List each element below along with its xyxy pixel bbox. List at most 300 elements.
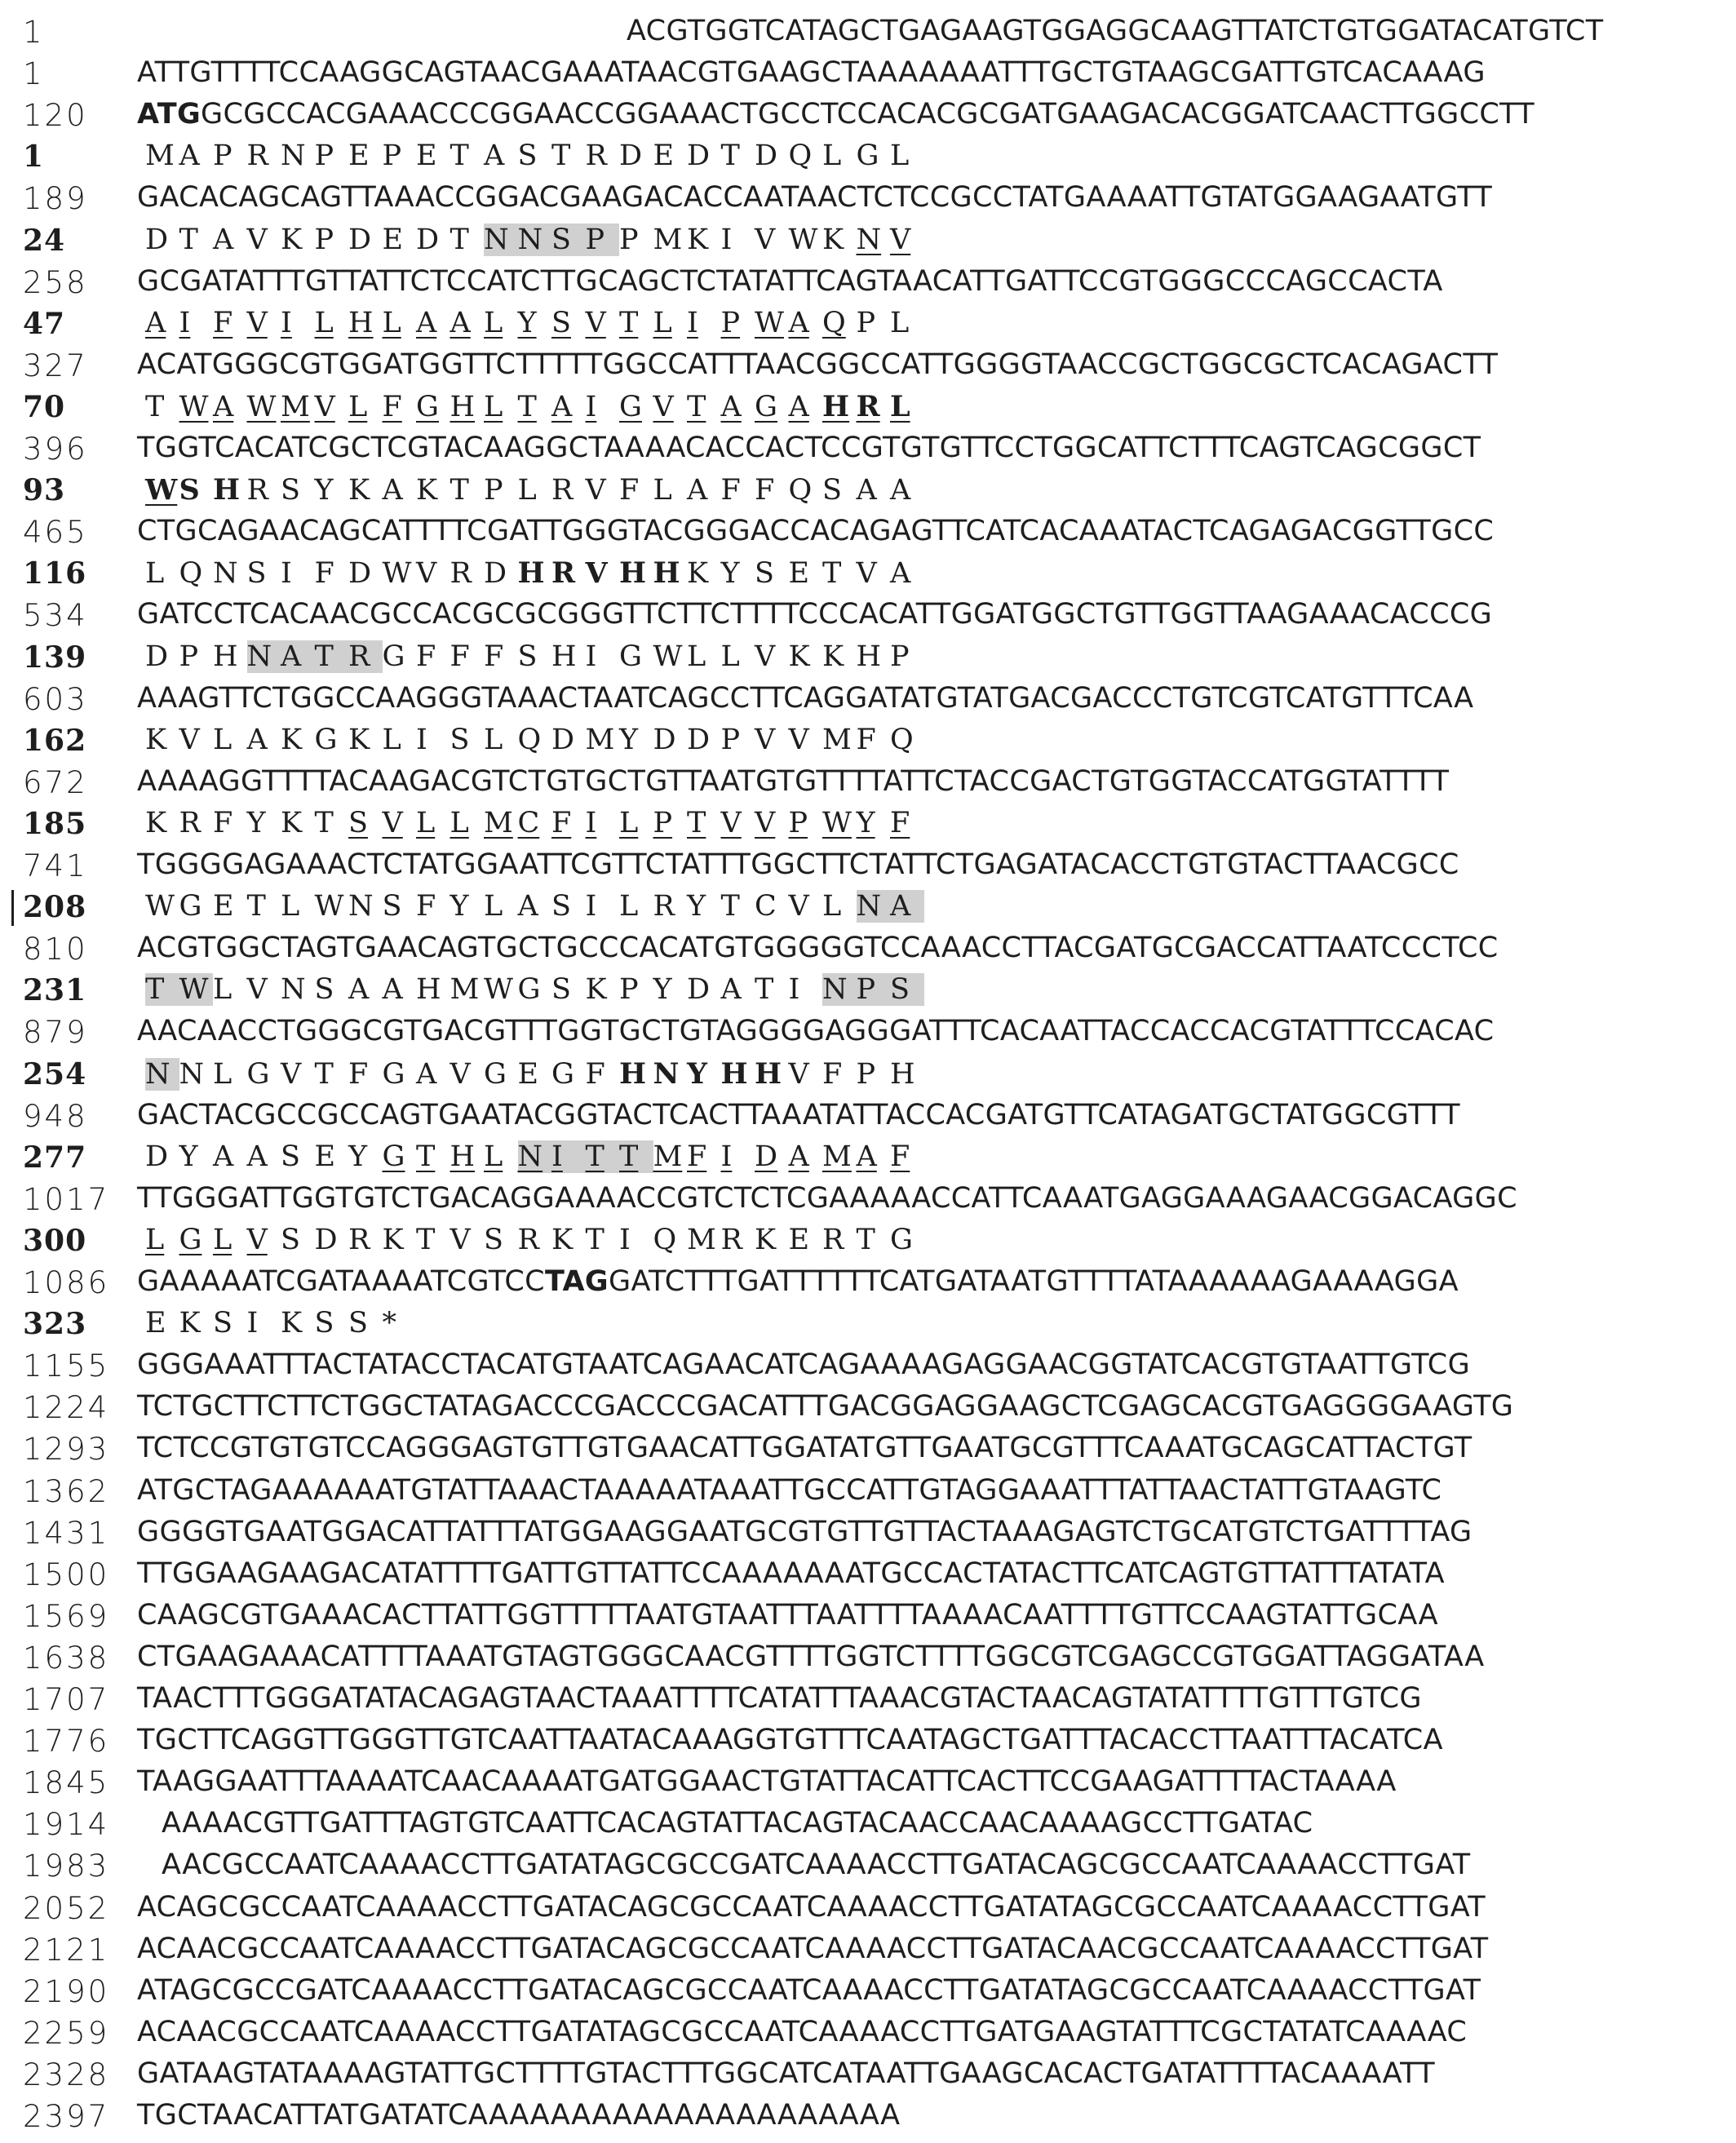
residue: Y	[450, 890, 469, 923]
residue: A	[890, 557, 911, 591]
sequence-segment: CAAGCGTGAAACACTTATTGGTTTTTAATGTAATTTAATTTTAAAACAATTTTGTTCCAAGTATTGCAA	[137, 1598, 1438, 1632]
residue: K	[348, 723, 370, 756]
nucleotide-sequence	[627, 15, 1603, 47]
residue: L	[619, 806, 639, 839]
residue: Q	[890, 723, 914, 756]
residue: A	[788, 1140, 809, 1173]
residue: F	[551, 806, 572, 839]
residue: S	[281, 474, 300, 507]
residue: L	[890, 306, 910, 339]
sequence-segment: GATCCTCACAACGCCACGCGCGGGTTCTTCTTTTCCCACATTGGATGGCTGTTGGTTAAGAAACACCCG	[137, 598, 1493, 631]
nucleotide-position: 1707	[23, 1682, 110, 1717]
residue: A	[145, 306, 166, 339]
nucleotide-sequence	[137, 2016, 1467, 2048]
residue: S	[348, 1307, 368, 1340]
residue: N	[247, 640, 281, 673]
protein-sequence	[145, 807, 924, 839]
residue: D	[416, 223, 440, 256]
residue: V	[382, 806, 403, 839]
sequence-segment: CTGAAGAAACATTTTAAATGTAGTGGGCAACGTTTTGGTCTTTTGGCGTCGAGCCGTGGATTAGGATAA	[137, 1640, 1485, 1673]
residue: A	[281, 640, 315, 673]
residue: T	[585, 1223, 604, 1256]
residue: N	[179, 1057, 205, 1091]
residue: A	[382, 474, 403, 507]
nucleotide-position: 1431	[23, 1515, 110, 1551]
residue: W	[382, 557, 412, 591]
residue: H	[213, 473, 241, 507]
residue: P	[653, 806, 673, 839]
residue: A	[484, 139, 505, 173]
residue: P	[857, 973, 891, 1006]
residue: V	[788, 890, 809, 923]
residue: P	[314, 139, 334, 173]
residue: G	[619, 390, 642, 423]
residue: L	[822, 890, 842, 923]
nucleotide-sequence	[137, 56, 1486, 89]
residue-position: 231	[23, 973, 87, 1008]
residue: V	[246, 223, 268, 256]
residue: V	[246, 973, 268, 1007]
residue: R	[246, 474, 268, 507]
residue: L	[484, 890, 503, 923]
residue: N	[518, 1140, 552, 1173]
residue: T	[856, 1223, 875, 1256]
residue: F	[416, 640, 436, 673]
codon-bold: ATG	[137, 98, 202, 131]
residue: P	[314, 223, 334, 256]
nucleotide-position: 1017	[23, 1181, 110, 1217]
sequence-segment: TCTGCTTCTTCTGGCTATAGACCCGACCCGACATTTGACGGAGGAAGCTCGAGCACGTGAGGGGAAGTG	[137, 1390, 1514, 1424]
residue: L	[484, 390, 503, 423]
residue: F	[213, 806, 233, 839]
residue: N	[348, 890, 374, 923]
residue: I	[281, 557, 292, 591]
residue: K	[687, 557, 709, 591]
residue-position: 323	[23, 1307, 87, 1342]
residue: A	[213, 390, 234, 423]
nucleotide-position: 1500	[23, 1556, 110, 1592]
residue: E	[145, 1307, 166, 1340]
nucleotide-sequence	[137, 1599, 1438, 1632]
residue: K	[822, 640, 844, 673]
residue: K	[822, 223, 844, 256]
residue: R	[348, 1223, 370, 1256]
residue: R	[450, 557, 472, 591]
residue: A	[856, 474, 877, 507]
residue: G	[755, 390, 777, 423]
residue: Q	[517, 723, 542, 756]
residue: Y	[348, 1140, 368, 1173]
residue: G	[246, 1057, 270, 1091]
sequence-segment: TCTCCGTGTGTCCAGGGAGTGTTGTGAACATTGGATATGTTGAATGCGTTTCAAATGCAGCATTACTGT	[137, 1432, 1472, 1465]
residue: F	[348, 1057, 369, 1091]
residue-position: 277	[23, 1140, 87, 1175]
residue: D	[484, 557, 507, 591]
residue: T	[416, 1140, 436, 1173]
nucleotide-sequence	[162, 1849, 1471, 1881]
residue: Y	[687, 1056, 707, 1091]
residue: A	[551, 390, 573, 423]
nucleotide-sequence	[137, 1765, 1397, 1798]
residue: A	[720, 390, 742, 423]
nucleotide-sequence	[137, 848, 1459, 881]
nucleotide-sequence	[137, 1557, 1445, 1590]
residue: A	[450, 306, 471, 339]
residue-position: 70	[23, 389, 66, 424]
residue: S	[484, 1223, 503, 1256]
residue: D	[687, 723, 711, 756]
residue: H	[755, 1056, 782, 1091]
nucleotide-sequence	[137, 1640, 1485, 1673]
residue: V	[450, 1223, 471, 1256]
residue: P	[179, 640, 199, 673]
residue: Y	[720, 557, 740, 591]
residue: E	[788, 557, 810, 591]
nucleotide-sequence	[162, 1807, 1313, 1840]
residue: K	[585, 973, 607, 1007]
residue: T	[755, 973, 774, 1007]
residue-position: 24	[23, 223, 66, 258]
residue: A	[890, 474, 911, 507]
nucleotide-sequence	[137, 1432, 1472, 1464]
residue: E	[314, 1140, 336, 1173]
residue: R	[551, 556, 576, 591]
sequence-segment: TAAGGAATTTAAAATCAACAAAATGATGGAACTGTATTACATTCACTTCCGAAGATTTTACTAAAA	[137, 1765, 1397, 1799]
residue: M	[145, 139, 175, 173]
nucleotide-position: 1638	[23, 1640, 110, 1676]
residue: R	[856, 389, 880, 423]
residue: I	[619, 1223, 631, 1256]
residue: G	[382, 640, 405, 673]
residue: T	[450, 474, 469, 507]
residue: Q	[788, 139, 813, 173]
residue: S	[755, 557, 774, 591]
nucleotide-position: 1362	[23, 1473, 110, 1509]
residue: W	[145, 890, 175, 923]
nucleotide-position: 879	[23, 1015, 88, 1051]
residue: G	[314, 723, 338, 756]
nucleotide-position: 2328	[23, 2057, 110, 2092]
protein-sequence	[145, 1057, 924, 1091]
residue: K	[179, 1307, 201, 1340]
nucleotide-sequence	[137, 181, 1492, 214]
residue: Q	[822, 306, 846, 339]
residue: L	[416, 806, 436, 839]
residue: N	[518, 224, 552, 256]
residue: Y	[619, 723, 639, 756]
nucleotide-position: 2121	[23, 1932, 110, 1968]
residue: G	[382, 1140, 405, 1173]
residue: W	[145, 473, 178, 507]
residue: V	[755, 223, 776, 256]
residue: S	[246, 557, 267, 591]
sequence-segment: ACATGGGCGTGGATGGTTCTTTTTGGCCATTTAACGGCCATTGGGGTAACCGCTGGCGCTCACAGACTT	[137, 348, 1499, 381]
residue: L	[314, 306, 334, 339]
residue: I	[720, 223, 733, 256]
residue: F	[619, 474, 640, 507]
residue: V	[755, 806, 776, 839]
residue: F	[890, 1140, 910, 1173]
nucleotide-position: 1086	[23, 1265, 110, 1300]
residue: V	[788, 723, 809, 756]
residue: V	[720, 806, 742, 839]
residue: V	[246, 1223, 268, 1256]
residue: A	[788, 390, 809, 423]
nucleotide-position: 534	[23, 598, 88, 634]
residue: T	[551, 139, 571, 173]
residue: G	[856, 139, 879, 173]
residue: L	[619, 890, 639, 923]
residue: P	[720, 306, 741, 339]
residue: K	[281, 1307, 303, 1340]
residue: G	[382, 1057, 405, 1091]
residue: I	[416, 723, 427, 756]
residue: N	[857, 890, 891, 923]
residue: V	[585, 474, 606, 507]
residue-position: 208	[23, 890, 87, 925]
sequence-segment: AAAACGTTGATTTAGTGTCAATTCACAGTATTACAGTACAACCAACAAAAGCCTTGATAC	[162, 1807, 1313, 1840]
residue: R	[653, 890, 675, 923]
residue: R	[822, 1223, 844, 1256]
residue: M	[281, 390, 310, 423]
residue: H	[653, 556, 680, 591]
residue: A	[416, 1057, 437, 1091]
residue: S	[551, 306, 571, 339]
nucleotide-position: 1914	[23, 1807, 110, 1843]
residue: S	[822, 474, 842, 507]
sequence-segment: TGGTCACATCGCTCGTACAAGGCTAAAACACCACTCCGTGTGTTCCTGGCATTCTTTCAGTCAGCGGCT	[137, 432, 1481, 464]
residue: K	[145, 723, 167, 756]
residue: L	[687, 640, 706, 673]
residue: V	[890, 223, 911, 256]
nucleotide-position: 2190	[23, 1973, 110, 2009]
sequence-segment: GCGCCACGAAACCCGGAACCGGAAACTGCCTCCACACGCGATGAAGACACGGATCAACTTGGCCTT	[201, 98, 1535, 131]
residue: L	[213, 973, 232, 1007]
sequence-segment: CTGCAGAACAGCATTTTCGATTGGGTACGGGACCACAGAGTTCATCACAAATACTCAGAGACGGTTGCC	[137, 515, 1495, 548]
nucleotide-position: 2052	[23, 1890, 110, 1926]
residue: H	[619, 556, 647, 591]
residue: T	[314, 1057, 334, 1091]
protein-sequence	[145, 973, 924, 1006]
residue: L	[281, 890, 300, 923]
nucleotide-sequence	[137, 1516, 1472, 1548]
residue: *	[382, 1307, 396, 1340]
residue: L	[653, 474, 672, 507]
residue: H	[890, 1057, 915, 1091]
residue: F	[822, 1057, 843, 1091]
residue: W	[788, 223, 818, 256]
nucleotide-position: 2259	[23, 2015, 110, 2051]
residue: D	[687, 973, 711, 1007]
nucleotide-sequence	[137, 2099, 900, 2132]
nucleotide-sequence	[137, 2057, 1435, 2090]
nucleotide-position: 1224	[23, 1390, 110, 1426]
nucleotide-sequence	[137, 1474, 1442, 1507]
residue: L	[382, 306, 401, 339]
sequence-segment: GCGATATTTGTTATTCTCCATCTTGCAGCTCTATATTCAGTAACATTGATTCCGTGGGCCCAGCCACTA	[137, 264, 1443, 298]
residue: P	[484, 474, 503, 507]
residue-position: 254	[23, 1056, 87, 1091]
residue: W	[179, 973, 214, 1006]
nucleotide-sequence	[137, 1891, 1486, 1924]
sequence-segment: GACTACGCCGCCAGTGAATACGGTACTCACTTAAATATTACCACGATGTTCATAGATGCTATGGCGTTT	[137, 1098, 1460, 1131]
residue: N	[856, 223, 882, 256]
row-marker	[11, 890, 14, 926]
residue: L	[382, 723, 401, 756]
residue: E	[382, 223, 404, 256]
residue: D	[551, 723, 575, 756]
residue: D	[348, 557, 372, 591]
residue: A	[517, 890, 538, 923]
residue-position: 139	[23, 640, 87, 675]
residue: A	[348, 973, 370, 1007]
residue: E	[653, 139, 675, 173]
nucleotide-sequence	[137, 932, 1499, 964]
residue: T	[720, 890, 740, 923]
residue: T	[619, 1140, 653, 1173]
residue: F	[382, 390, 402, 423]
sequence-segment: ACAGCGCCAATCAAAACCTTGATACAGCGCCAATCAAAACCTTGATATAGCGCCAATCAAAACCTTGAT	[137, 1890, 1486, 1924]
residue: S	[551, 224, 586, 256]
residue: E	[213, 890, 234, 923]
residue: N	[145, 1058, 179, 1091]
nucleotide-sequence	[137, 1348, 1470, 1381]
residue: K	[145, 806, 167, 839]
residue: L	[517, 474, 537, 507]
residue: K	[281, 806, 303, 839]
residue: K	[281, 723, 303, 756]
residue: L	[822, 139, 842, 173]
residue: H	[517, 556, 545, 591]
residue: L	[145, 1223, 165, 1256]
residue: S	[281, 1140, 300, 1173]
residue: F	[720, 474, 741, 507]
residue: I	[687, 306, 698, 339]
nucleotide-sequence	[137, 1390, 1513, 1423]
residue: G	[619, 640, 642, 673]
residue: T	[246, 890, 266, 923]
residue: R	[517, 1223, 539, 1256]
nucleotide-position: 120	[23, 98, 88, 134]
protein-sequence	[145, 1307, 416, 1339]
residue: I	[585, 890, 597, 923]
sequence-segment: GGGAAATTTACTATACCTACATGTAATCAGAACATCAGAAAAGAGGAACGGTATCACGTGTAATTGTCG	[137, 1348, 1471, 1382]
protein-sequence	[145, 307, 924, 339]
sequence-segment: AAAAGGTTTTACAAGACGTCTGTGCTGTTAATGTGTTTTATTCTACCGACTGTGGTACCATGGTATTTT	[137, 764, 1450, 798]
residue: P	[382, 139, 402, 173]
protein-sequence	[145, 1224, 924, 1256]
codon-bold: TAG	[544, 1265, 609, 1298]
residue: H	[416, 973, 441, 1007]
residue: E	[348, 139, 370, 173]
residue: L	[720, 640, 740, 673]
residue: F	[314, 557, 334, 591]
residue: S	[517, 139, 538, 173]
residue: R	[348, 640, 383, 673]
residue: T	[315, 640, 349, 673]
nucleotide-position: 672	[23, 764, 88, 800]
protein-sequence	[145, 556, 924, 590]
residue: R	[720, 1223, 742, 1256]
residue: A	[213, 223, 234, 256]
residue: D	[653, 723, 676, 756]
residue: S	[179, 473, 200, 507]
residue: H	[720, 1056, 748, 1091]
nucleotide-sequence	[137, 515, 1494, 547]
residue: H	[450, 1140, 476, 1173]
residue: M	[822, 1140, 852, 1173]
residue: L	[145, 557, 165, 591]
protein-sequence	[145, 724, 924, 756]
sequence-segment: GAAAAATCGATAAAATCGTCC	[137, 1265, 545, 1298]
residue: H	[450, 390, 476, 423]
nucleotide-sequence	[137, 1182, 1517, 1215]
residue: G	[551, 1057, 574, 1091]
nucleotide-position: 1845	[23, 1765, 110, 1801]
residue: V	[179, 723, 200, 756]
nucleotide-position: 1155	[23, 1348, 110, 1384]
residue: T	[145, 390, 165, 423]
sequence-segment: TAACTTTGGGATATACAGAGTAACTAAATTTTCATATTTAAACGTACTAACAGTATATTTTGTTTGTCG	[137, 1682, 1422, 1715]
residue: T	[687, 806, 706, 839]
residue: S	[450, 723, 470, 756]
residue: H	[348, 306, 374, 339]
nucleotide-sequence	[137, 1015, 1494, 1047]
residue: T	[145, 973, 179, 1006]
nucleotide-sequence	[137, 1682, 1422, 1715]
residue: T	[720, 139, 740, 173]
residue: Y	[687, 890, 706, 923]
nucleotide-position: 948	[23, 1098, 88, 1134]
residue: D	[145, 223, 169, 256]
residue: V	[653, 390, 674, 423]
residue: D	[314, 1223, 338, 1256]
residue: I	[551, 1140, 586, 1173]
nucleotide-sequence	[137, 1974, 1481, 2007]
residue: F	[484, 640, 504, 673]
residue: P	[856, 1057, 876, 1091]
residue: K	[348, 474, 370, 507]
nucleotide-position: 1776	[23, 1724, 110, 1760]
residue: I	[585, 806, 597, 839]
nucleotide-sequence	[137, 598, 1492, 631]
residue: N	[281, 973, 306, 1007]
sequence-segment: AACGCCAATCAAAACCTTGATATAGCGCCGATCAAAACCTTGATACAGCGCCAATCAAAACCTTGAT	[162, 1849, 1471, 1882]
residue: L	[890, 389, 910, 423]
residue: M	[653, 1140, 683, 1173]
residue: I	[788, 973, 800, 1007]
sequence-segment: TGGGGAGAAACTCTATGGAATTCGTTCTATTTGGCTTCTATTCTGAGATACACCTGTGTACTTAACGCC	[137, 848, 1459, 881]
residue: Y	[179, 1140, 198, 1173]
residue: S	[314, 1307, 334, 1340]
sequence-segment: AAAGTTCTGGCCAAGGGTAAACTAATCAGCCTTCAGGATATGTATGACGACCCTGTCGTCATGTTTCAA	[137, 681, 1474, 715]
residue: A	[179, 139, 200, 173]
residue: D	[145, 640, 169, 673]
residue: T	[450, 139, 469, 173]
residue: H	[619, 1056, 647, 1091]
residue: S	[382, 890, 402, 923]
residue: H	[551, 640, 577, 673]
residue-position: 162	[23, 723, 87, 758]
residue: W	[314, 890, 344, 923]
residue: Y	[246, 806, 266, 839]
residue: T	[517, 390, 537, 423]
residue: P	[856, 306, 876, 339]
residue: A	[382, 973, 403, 1007]
residue: P	[619, 223, 639, 256]
residue: K	[416, 474, 438, 507]
nucleotide-position: 1	[23, 56, 45, 92]
